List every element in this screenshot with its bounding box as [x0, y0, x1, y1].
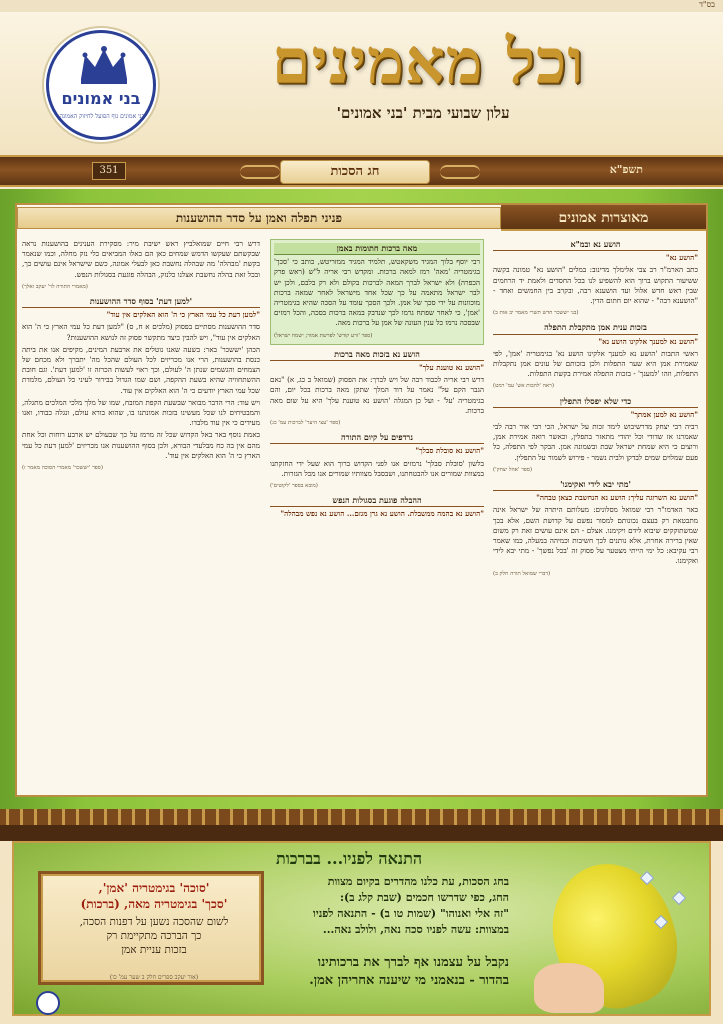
paragraph: ראשי התבות 'הושע נא למענך אלקינו הושע נא' בגימטריה 'אמן', לפי שאמירת אמן היא שער התפלות ולכן בזכותם של עונים אמן נתקבלות התפלות, וזהו 'למענך' - בזכות התפלה אמירת בקשת התפלות.	[493, 348, 698, 379]
paragraph: באר האדמו"ר רבי שמואל מסלונים: מעלותם היתרה של ישראל אינה מתבטאת רק בעצם נכונותם למסור נפשם על קדושת השם, אלא בכך שמשתוקקים שיבוא לידם ויקימנו. אצלם - הם אינם עושים זאת רק משום שאין ברירה אחרת, אלא נותנים לכך חשיבות וכמיהה במעלה, כמו שאמר רבי עקיבא: כל ימי הייתי מצטער על פסוק זה 'בכל נפשך' - מתי יבא לידי ואקימנו.	[493, 505, 698, 566]
ornament-right-icon	[440, 165, 480, 179]
source-citation: (דברי שמואל תורה חלק ב)	[493, 570, 551, 577]
article-section	[493, 396, 698, 475]
section-heading: 'מתי יבא לידי ואקימנו'	[493, 479, 698, 491]
quoted-verse: "הושע נא השרוגה עליך: הושע נא הנחשבת כצאן טבחה"	[536, 493, 698, 503]
quoted-verse: "הושע נא למען אמתך"	[630, 409, 698, 419]
plaque-line: 'סוכה' בגימטריה 'אמן',	[98, 881, 210, 895]
source-citation: (מאמרי התורה לר' יעקב ואלך)	[22, 283, 88, 290]
article-section	[22, 296, 260, 473]
source-citation: (בני יששכר חדש תשרי מאמר יב אות ב)	[493, 310, 579, 317]
subtitle: עלון שבועי מבית 'בני אמונים'	[336, 104, 510, 122]
hand-icon	[534, 963, 604, 1013]
section-heading: כדי שלא יפסלו התפלין	[493, 396, 698, 408]
bsd-mark: בס"ד	[699, 0, 715, 9]
ornament-band	[0, 155, 723, 187]
source-citation: (מובא בספר 'לקוטים')	[270, 483, 318, 490]
article-section	[270, 349, 484, 428]
holiday-label: חג הסכות	[280, 160, 430, 184]
section-heading: הושע נא ובמ"א	[493, 239, 698, 251]
article-section	[493, 322, 698, 391]
headline: פניני תפלה ואמן על סדר ההושענות	[17, 207, 501, 229]
green-frame	[0, 189, 723, 809]
small-logo-icon	[36, 991, 60, 1015]
brand-label: מאוצרות אמונים	[501, 205, 706, 231]
crown-icon	[77, 45, 131, 85]
logo	[46, 30, 156, 140]
quoted-verse: "הושע נא למענך אלקינו הושע נא"	[598, 336, 698, 346]
article-section	[270, 432, 484, 491]
section-heading: בזכות ענית אמן מתקבלת התפלה	[493, 322, 698, 334]
diamond-icon	[672, 891, 686, 905]
section-heading: נרדפים על קיום התורה	[270, 432, 484, 444]
section-heading: הושע נא בזכות מאה ברכות	[270, 349, 484, 361]
plaque-line: לשום שהסכה נשען על דפנות הסכה,	[79, 916, 229, 928]
quoted-verse: "הושע נא טוענת עלך"	[418, 363, 484, 373]
article-section	[493, 239, 698, 318]
paragraph: כתב הארמ"ר רב צבי אלימלך מדינוב: במלים "הושע נא" טמונה בקשה ששיעור התקוש ברוך הוא להשפיע לנו בכל החסדים ולאמת יד הרחמים שבין ראש חדש אלול ועד הושענא רבה, ובקרב בין החמשים ואחד - "הושענא רבה" - שהוא יום חתום הדין.	[493, 265, 698, 306]
plaque	[38, 871, 264, 985]
top-strip	[0, 0, 723, 12]
paragraph: רבי יוסף בלוך המגיד משקאטש, תלמיד המגיד ממזריטש, כותב כי 'סכך' בגימטריה 'מאה' רמז למאה ברכות. ומקדש רבי אריה ל"ש (ראש פרק הכפרה) ולא ישראל לברך המאה לברכות בקולם ולא רק בלבם, ולכן יש לבר ישראל מתאמה על כך שכל אחד מישראל לאחר שמאה ברכות מוכוונות על ידי סכך של אמן. ולכך הסכך עומד על הסכה שהיא בגימטריה 'אמן', כי לאחר שפתח גרמו לכך שנדבק במאה ברכות בסכה, והכל רמזים שבסכה נרמז כל ענין העונה של אמן על ברכות מאה.	[274, 257, 480, 328]
paragraph: ויש עוד: הרי הדבר מבואר שבשעת הקפת המזבח, שמו של מלך מלכי המלכים מתגלה, והמבטיחים לנו שכל מעשינו בזכות אמונתנו בו, שהוא בורא עולם, ונגלה כבודו, ואנו מעידים כי אין עוד מלבדו.	[22, 397, 260, 428]
quoted-verse: "הושע נא"	[665, 253, 698, 263]
main-title: וכל מאמינים	[271, 25, 585, 98]
header	[0, 12, 723, 155]
quoted-verse: "הושע נא בהמה ממשבלת. הושע נא גרן מגזם... הושע נא נפש מבהלה"	[280, 509, 484, 519]
paragraph: בלשון 'סובלת סבלך' נרמזים אנו לפני הקדוש ברוך הוא שעל ידי החזקתנו במצוות שמורים אנו להבטחתנו, ושבסבל מצוותיו שמורים אנו מכל הגזרות.	[270, 458, 484, 478]
article-section	[270, 495, 484, 519]
logo-subtext: בני אמונים גוף הפועל לחיזוק האמונה	[59, 113, 145, 120]
paragraph: דרש רבי חיים שמואלביץ ראש ישיבת מיר: מסקירת הענינים בהושענות נראה שבקשתם שעקשו הדמש שמחים כאן הם כאלו המביאים כלי נזק מחלה, וכמו שנאמר בקשת 'מבהלה' מה שבהלה נחשבת כאן לבעלי אמונה, כשם שישראל אינם עושים כך, ובכל זאת בהלה נחשבת אצלנו כלנזק, הבהלה פוגעת בסגולות הנפש.	[22, 239, 260, 279]
paragraph: סדר ההושענות מסתיים בפסוק (מלכים א ח, ס) "למען דעת כל עמי הארץ כי ה' הוא האלקים אין עוד", ויש להבין כיצד מתקשר פסוק זה לנושא ההושענות?	[22, 322, 260, 342]
source-citation: (ראה 'להבות אש' עמ' רמט)	[493, 383, 554, 390]
plaque-line: כך הברכה מתקיימת רק	[106, 930, 202, 942]
plaque-line: 'סכך' בגימטריה מאה, (ברכות)	[80, 897, 228, 911]
logo-name: בני אמונים	[61, 89, 141, 108]
promo-line: במצוות: עשה לפניו סכה נאה, ולולב נאה...	[322, 923, 509, 936]
content-panel	[15, 203, 708, 797]
quoted-verse: "למען דעת כל עמי הארץ כי ה' הוא האלקים אין עוד"	[106, 310, 260, 320]
promo-line: בהדור - בנאמני מי שיענה אחריהן אמן.	[309, 973, 509, 988]
promo-line: נקבל על עצמנו אף לברך את ברכותינו	[317, 955, 509, 970]
article-section	[270, 239, 484, 345]
source-citation: (ספר 'אהל יצחק')	[493, 466, 533, 473]
plaque-line: בזכות עניית אמן	[121, 944, 187, 956]
bottom-promo	[12, 841, 711, 1016]
year-label: תשפ"א	[609, 163, 643, 176]
section-heading: 'למען דעת' בסוף סדר ההושענות	[22, 296, 260, 308]
left-column	[22, 239, 260, 791]
section-heading: ההבלה פוגעת בסגולות הנפש	[270, 495, 484, 507]
issue-number: 351	[92, 162, 126, 180]
source-citation: (ספר 'עצי היער' לברכות עמ' כג)	[270, 420, 341, 427]
paragraph: דרש רבי אריה לכבוד רבה של ויש לברך: את הפסוק (שמואל ב כג, א) "נאם הגבר הקם על" נאמר על דוד המלך שתקן מאה ברכות בכל יום, והם בגימטריה 'על' - ועל כן המגלה 'הושע נא טוענת עלך' היא על שום מאה ברכות.	[270, 375, 484, 415]
source-citation: (ספר 'יששכר' מאמרי הסוכה מאמר ז)	[22, 465, 103, 472]
rope-border	[0, 809, 723, 825]
section-heading: מאה ברכות חתומות באמן	[274, 243, 480, 255]
paragraph: באמת נוסף באר באל הקדוש שכל זה מרמז על כך שבעולם יש ארבע רוחות וכל אחת מהם אין בה כח מבלעדי הבורא, ולכן בסוף ההושענות אנו מכריזים 'למען דעת כל עמי הארץ כי ה' הוא האלקים אין עוד'.	[22, 430, 260, 460]
dark-band	[0, 825, 723, 841]
article-section	[22, 239, 260, 292]
ornament-left-icon	[240, 165, 280, 179]
right-column	[493, 239, 698, 791]
promo-line: החג, כפי שדרשו חכמים (שבת קלג ב):	[340, 891, 509, 904]
promo-line: בחג הסכות, עת כלנו מהדרים בקיום מצוות	[327, 875, 509, 888]
promo-title: התנאה לפניו... בברכות	[275, 849, 423, 868]
plaque-source: (אור יעקב ספרים חלק ב שער עמ' כו)	[109, 974, 199, 981]
paragraph: רביה רבי יצחק מדרשיבוש לימד זכות על ישראל, הכי רבי אור רבה לבי שאמרנו אז שדודי וכל יהודי מתאזר בתפלין, וכאשר רואה אמירת אמן, ורוצים כי היא שמחת ישראל שבת ובשמונה אמן. הבקר לפי התפלה, כל פעם שמלוים שמים לבדקן ולבית נשמר - פירוש לשמור על התפלין.	[493, 422, 698, 462]
middle-column	[270, 239, 484, 791]
quoted-verse: "הושע נא סובלת סבלך"	[415, 446, 484, 456]
paragraph: הכהן 'יששכר' באר: בשעה שאנו נוטלים את ארבעת המינים, מקיפים אנו את ביתה כנסת בהושענות, הרי אנו מכריזים לכל העולם שהכל מה' יתברך ולא מכחם של הצמחים והגשמים שנתן ה' לעולם, וכך ראוי לעשות הכרזה זו 'למען דעת'. וגם חובת ההשתחוויה שהיא בשעת ההקפה, ושם שמו הגדול בבירור לעיני כל העולם, מלמדת שכל עמי הארץ יודעים כי ה' הוא האלקים אין עוד.	[22, 344, 260, 395]
article-section	[493, 479, 698, 579]
source-citation: (ספר 'זרע קודש' לפרשת אמור; ישמח ישראל)	[274, 332, 373, 339]
promo-line: "זה אלי ואנוהו" (שמות טו ב) - התנאה לפניו	[313, 907, 509, 920]
